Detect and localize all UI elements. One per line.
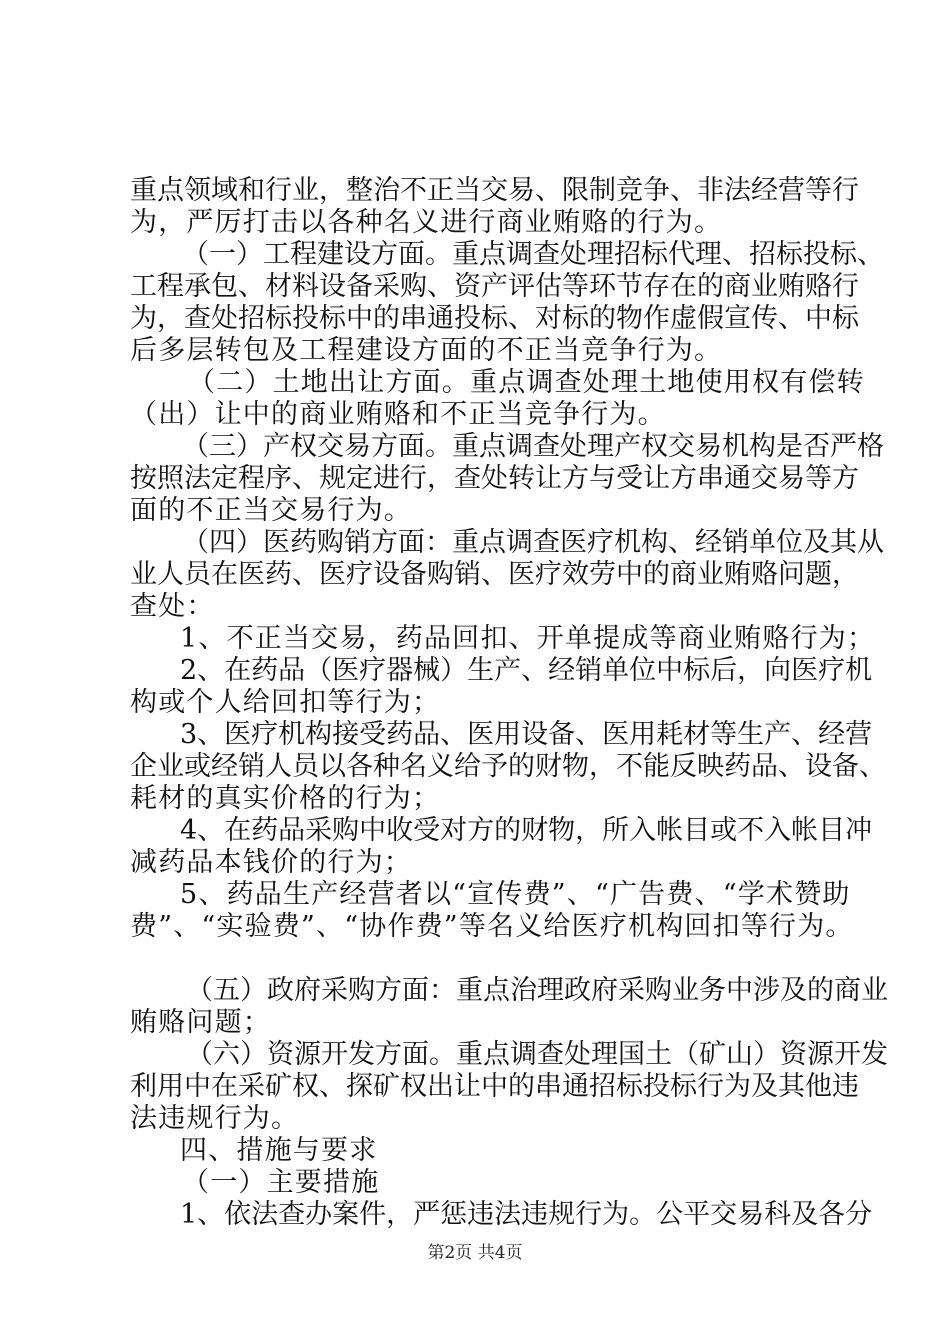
text-line: 3、医疗机构接受药品、医用设备、医用耗材等生产、经营: [180, 719, 873, 750]
text-line: 法违规行为。: [130, 1103, 300, 1134]
text-line: 为，查处招标投标中的串通投标、对标的物作虚假宣传、中标: [130, 303, 859, 334]
text-line: 构或个人给回扣等行为；: [130, 687, 441, 718]
text-line: 业人员在医药、医疗设备购销、医疗效劳中的商业贿赂问题，: [130, 559, 859, 590]
text-line: 面的不正当交易行为。: [130, 495, 412, 526]
text-line: 查处：: [130, 591, 215, 622]
text-line: （五）政府采购方面：重点治理政府采购业务中涉及的商业: [186, 975, 888, 1006]
text-line: （出）让中的商业贿赂和不正当竞争行为。: [130, 399, 666, 430]
text-line: 1、不正当交易，药品回扣、开单提成等商业贿赂行为；: [180, 623, 876, 654]
text-line: 减药品本钱价的行为；: [130, 847, 412, 878]
text-line: 企业或经销人员以各种名义给予的财物，不能反映药品、设备、: [130, 751, 886, 782]
text-line: 费”、“实验费”、“协作费”等名义给医疗机构回扣等行为。: [130, 911, 854, 942]
text-line: （六）资源开发方面。重点调查处理国土（矿山）资源开发: [186, 1039, 888, 1070]
text-line: 工程承包、材料设备采购、资产评估等环节存在的商业贿赂行: [130, 271, 859, 302]
text-line: （一）工程建设方面。重点调查处理招标代理、招标投标、: [182, 239, 884, 270]
text-line: 1、依法查办案件，严惩违法违规行为。公平交易科及各分: [180, 1199, 873, 1230]
section-heading: 四、措施与要求: [180, 1135, 378, 1166]
subsection-heading: （一）主要措施: [182, 1167, 380, 1198]
page-footer: 第2页 共4页: [427, 1243, 523, 1263]
text-line: （二）土地出让方面。重点调查处理土地使用权有偿转: [188, 367, 865, 398]
text-line: 按照法定程序、规定进行，查处转让方与受让方串通交易等方: [130, 463, 859, 494]
text-line: 2、在药品（医疗器械）生产、经销单位中标后，向医疗机: [180, 655, 873, 686]
text-line: 贿赂问题；: [130, 1007, 271, 1038]
text-line: 5、药品生产经营者以“宣传费”、“广告费、“学术赞助: [180, 879, 851, 910]
text-line: 后多层转包及工程建设方面的不正当竞争行为。: [130, 335, 723, 366]
text-line: 利用中在采矿权、探矿权出让中的串通招标投标行为及其他违: [130, 1071, 859, 1102]
text-line: 重点领域和行业，整治不正当交易、限制竞争、非法经营等行: [130, 175, 859, 206]
text-line: 耗材的真实价格的行为；: [130, 783, 441, 814]
text-line: （四）医药购销方面：重点调查医疗机构、经销单位及其从: [182, 527, 884, 558]
text-line: 4、在药品采购中收受对方的财物，所入帐目或不入帐目冲: [180, 815, 873, 846]
text-line: 为，严厉打击以各种名义进行商业贿赂的行为。: [130, 207, 723, 238]
text-line: （三）产权交易方面。重点调查处理产权交易机构是否严格: [182, 431, 884, 462]
